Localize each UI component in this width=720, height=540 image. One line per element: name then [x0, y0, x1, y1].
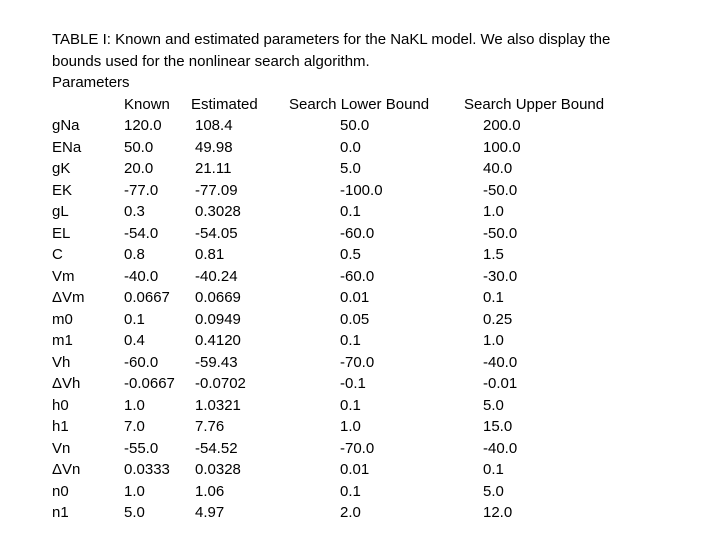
table-row: [52, 244, 702, 266]
known-value: -0.0667: [124, 375, 175, 392]
lower-bound-value: 5.0: [340, 160, 361, 177]
upper-bound-value: 5.0: [483, 396, 504, 414]
estimated-value: -40.24: [195, 267, 238, 285]
upper-bound-value: 0.25: [483, 310, 513, 328]
parameters-heading: Parameters: [52, 74, 130, 91]
estimated-value: 21.11: [195, 160, 232, 177]
param-name: ΔVm: [52, 289, 85, 306]
param-name: n0: [52, 482, 69, 500]
lower-bound-value: -0.1: [340, 375, 366, 392]
known-value: 7.0: [124, 418, 145, 435]
param-name: C: [52, 246, 63, 263]
table-row: [52, 352, 702, 374]
estimated-value: 7.76: [195, 418, 225, 435]
upper-bound-value: 1.0: [483, 203, 504, 220]
estimated-value: -77.09: [195, 181, 238, 199]
table-caption-line-1: TABLE I: Known and estimated parameters for the NaKL model. We also display the: [52, 31, 611, 48]
estimated-value: 0.0949: [195, 310, 241, 328]
known-value: 0.0667: [124, 289, 170, 306]
known-value: 0.3: [124, 203, 145, 220]
param-name: ΔVh: [52, 375, 81, 392]
lower-bound-value: 1.0: [340, 418, 361, 435]
upper-bound-value: 100.0: [483, 138, 521, 156]
table-row: [52, 416, 702, 438]
lower-bound-value: -70.0: [340, 439, 375, 457]
table-row: [52, 438, 702, 460]
upper-bound-value: 12.0: [483, 504, 513, 521]
upper-bound-value: 40.0: [483, 160, 513, 177]
estimated-value: -54.05: [195, 224, 238, 242]
estimated-value: 4.97: [195, 504, 225, 521]
table-row: [52, 373, 702, 395]
upper-bound-value: -50.0: [483, 181, 518, 199]
table-row: [52, 115, 702, 137]
lower-bound-value: 0.01: [340, 289, 370, 306]
upper-bound-value: 200.0: [483, 117, 521, 134]
table-row: [52, 137, 702, 159]
upper-bound-value: -0.01: [483, 375, 518, 392]
upper-bound-value: 1.5: [483, 246, 504, 263]
lower-bound-value: -70.0: [340, 353, 375, 371]
known-value: 5.0: [124, 504, 145, 521]
estimated-value: -59.43: [195, 353, 238, 371]
lower-bound-value: 0.1: [340, 203, 361, 220]
lower-bound-value: 0.01: [340, 461, 370, 478]
lower-bound-value: 0.05: [340, 310, 370, 328]
lower-bound-value: 0.1: [340, 482, 361, 500]
table-row: [52, 309, 702, 331]
table-row: [52, 481, 702, 503]
header-search-upper-bound: Search Upper Bound: [464, 95, 605, 113]
estimated-value: 108.4: [195, 117, 233, 134]
estimated-value: 1.0321: [195, 396, 241, 414]
estimated-value: 0.4120: [195, 332, 241, 349]
lower-bound-value: -100.0: [340, 181, 383, 199]
estimated-value: -0.0702: [195, 375, 246, 392]
known-value: 0.1: [124, 310, 145, 328]
estimated-value: 0.3028: [195, 203, 241, 220]
upper-bound-value: 5.0: [483, 482, 504, 500]
known-value: -77.0: [124, 181, 159, 199]
known-value: 1.0: [124, 482, 145, 500]
known-value: 50.0: [124, 138, 154, 156]
table-row: [52, 459, 702, 481]
header-search-lower-bound: Search Lower Bound: [289, 95, 430, 113]
estimated-value: 0.0328: [195, 461, 241, 478]
known-value: 0.0333: [124, 461, 170, 478]
known-value: 0.4: [124, 332, 145, 349]
document-page: [52, 29, 702, 524]
upper-bound-value: 0.1: [483, 289, 504, 306]
known-value: 0.8: [124, 246, 145, 263]
upper-bound-value: 0.1: [483, 461, 504, 478]
table-body: [52, 115, 702, 524]
table-row: [52, 287, 702, 309]
lower-bound-value: 2.0: [340, 504, 361, 521]
param-name: h0: [52, 396, 69, 414]
param-name: ENa: [52, 138, 82, 156]
lower-bound-value: 0.1: [340, 332, 361, 349]
param-name: EL: [52, 224, 71, 242]
param-name: gNa: [52, 117, 80, 134]
param-name: Vh: [52, 353, 71, 371]
estimated-value: 0.0669: [195, 289, 241, 306]
estimated-value: -54.52: [195, 439, 238, 457]
upper-bound-value: -40.0: [483, 353, 518, 371]
table-row: [52, 502, 702, 524]
param-name: ΔVn: [52, 461, 81, 478]
table-row: [52, 395, 702, 417]
upper-bound-value: 1.0: [483, 332, 504, 349]
table-row: [52, 266, 702, 288]
table-row: [52, 180, 702, 202]
estimated-value: 1.06: [195, 482, 225, 500]
param-name: EK: [52, 181, 73, 199]
upper-bound-value: 15.0: [483, 418, 513, 435]
header-estimated: Estimated: [191, 95, 258, 113]
lower-bound-value: 0.0: [340, 138, 361, 156]
known-value: -55.0: [124, 439, 159, 457]
param-name: Vm: [52, 267, 75, 285]
table-row: [52, 201, 702, 223]
param-name: n1: [52, 504, 69, 521]
upper-bound-value: -30.0: [483, 267, 518, 285]
table-row: [52, 158, 702, 180]
lower-bound-value: 0.1: [340, 396, 361, 414]
table-header-row: [52, 94, 702, 116]
param-name: m1: [52, 332, 73, 349]
known-value: 20.0: [124, 160, 154, 177]
header-known: Known: [124, 95, 170, 113]
table-row: [52, 330, 702, 352]
param-name: m0: [52, 310, 73, 328]
known-value: -40.0: [124, 267, 159, 285]
upper-bound-value: -50.0: [483, 224, 518, 242]
known-value: 1.0: [124, 396, 145, 414]
table-caption-line-2: bounds used for the nonlinear search algorithm.: [52, 52, 370, 70]
param-name: h1: [52, 418, 69, 435]
lower-bound-value: -60.0: [340, 224, 375, 242]
known-value: -54.0: [124, 224, 159, 242]
lower-bound-value: 50.0: [340, 117, 370, 134]
param-name: Vn: [52, 439, 71, 457]
table-row: [52, 223, 702, 245]
lower-bound-value: 0.5: [340, 246, 361, 263]
param-name: gL: [52, 203, 69, 220]
upper-bound-value: -40.0: [483, 439, 518, 457]
known-value: 120.0: [124, 117, 162, 134]
estimated-value: 0.81: [195, 246, 225, 263]
estimated-value: 49.98: [195, 138, 233, 156]
lower-bound-value: -60.0: [340, 267, 375, 285]
param-name: gK: [52, 160, 71, 177]
known-value: -60.0: [124, 353, 159, 371]
